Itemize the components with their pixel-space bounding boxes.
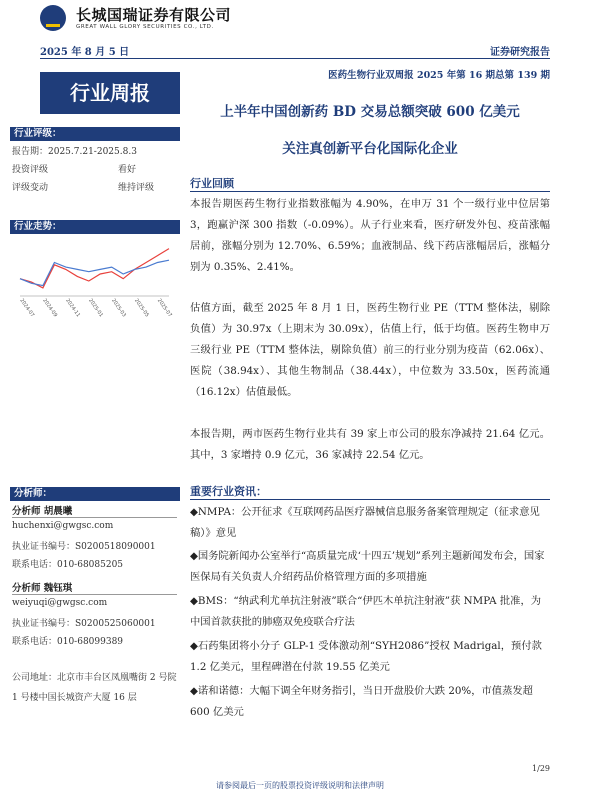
weekly-label: 行业周报 — [40, 72, 180, 114]
footer-disclaimer: 请参阅最后一页的股票投资评级说明和法律声明 — [216, 781, 384, 790]
report-subtitle: 关注真创新平台化国际化企业 — [282, 141, 458, 157]
analyst2-divider — [12, 594, 177, 595]
analyst1-divider — [12, 517, 177, 518]
logo-mark-icon — [46, 12, 60, 27]
news-heading: 重要行业资讯： — [190, 485, 267, 498]
company-name-cn: 长城国瑞证券有限公司 — [76, 6, 232, 24]
review-heading: 行业回顾 — [190, 177, 234, 190]
page-number: 1/29 — [532, 764, 550, 773]
analyst1-email[interactable]: huchenxi@gwgsc.com — [12, 521, 114, 531]
report-title: 上半年中国创新药 BD 交易总额突破 600 亿美元 — [220, 104, 520, 120]
chart-tick-label: 2024-07 — [18, 297, 36, 319]
rating-section-title: 行业评级： — [10, 127, 180, 141]
header-divider — [40, 58, 550, 59]
rating-change-label: 评级变动 — [12, 183, 49, 193]
review-paragraph-2: 估值方面，截至 2025 年 8 月 1 日，医药生物行业 PE（TTM 整体法，剔除负值）为 30.97x（上期末为 30.09x），估值上行，低于均值。医药生物申万三级行业 PE（TTM 整体法，剔除负值）前三的行业分别为疫苗（62.06x）、医院（38.94x）、其他生物制品（38.44x），中位数为 33.50x，医药流通（16.12x）估值最低。 — [190, 302, 550, 398]
review-underline — [190, 191, 550, 192]
chart-tick-label: 2025-07 — [155, 297, 173, 319]
analyst1-cert: 执业证书编号：S0200518090001 — [12, 542, 156, 552]
chart-series-line-1 — [20, 260, 169, 285]
chart-tick-label: 2025-03 — [110, 297, 127, 319]
news-item: ◆诺和诺德：大幅下调全年财务指引，当日开盘股价大跌 20%，市值蒸发超 600 亿美元 — [190, 685, 533, 718]
rating-change-value: 维持评级 — [118, 183, 155, 193]
chart-tick-label: 2024-09 — [41, 297, 59, 319]
review-paragraph-3: 本报告期，两市医药生物行业共有 39 家上市公司的股东净减持 21.64 亿元。其中，3 家增持 0.9 亿元，36 家减持 22.54 亿元。 — [190, 428, 550, 461]
analyst2-name: 分析师 魏钰琪 — [12, 583, 73, 594]
analyst2-email[interactable]: weiyuqi@gwgsc.com — [12, 598, 108, 608]
news-item: ◆国务院新闻办公室举行“高质量完成‘十四五’规划”系列主题新闻发布会，国家医保局有关负责人介绍药品价格管理方面的多项措施 — [190, 550, 545, 583]
invest-rating-value: 看好 — [118, 165, 137, 175]
chart-series-line-0 — [20, 249, 169, 288]
report-period: 报告期：2025.7.21-2025.8.3 — [12, 147, 137, 157]
trend-section-title: 行业走势： — [10, 220, 180, 234]
analyst1-phone: 联系电话：010-68085205 — [12, 560, 124, 570]
report-date: 2025 年 8 月 5 日 — [40, 47, 130, 58]
analyst2-phone: 联系电话：010-68099389 — [12, 637, 124, 647]
company-name-en: GREAT WALL GLORY SECURITIES CO., LTD. — [76, 24, 214, 30]
news-item: ◆石药集团将小分子 GLP-1 受体激动剂“SYH2086”授权 Madrigal，预付款 1.2 亿美元，里程碑潜在付款 19.55 亿美元 — [190, 640, 542, 673]
industry-trend-chart — [12, 238, 177, 328]
company-address: 公司地址：北京市丰台区凤凰嘴街 2 号院 1 号楼中国长城资产大厦 16 层 — [12, 673, 177, 703]
news-item: ◆BMS：“纳武利尤单抗注射液”联合“伊匹木单抗注射液”获 NMPA 批准，为中国首款获批的肺癌双免疫联合疗法 — [190, 595, 542, 628]
chart-tick-label: 2024-11 — [64, 297, 82, 319]
analyst2-cert: 执业证书编号：S0200525060001 — [12, 619, 156, 629]
chart-tick-label: 2025-05 — [132, 297, 150, 319]
analyst-section-title: 分析师： — [10, 487, 180, 501]
invest-rating-label: 投资评级 — [12, 165, 49, 175]
review-paragraph-1: 本报告期医药生物行业指数涨幅为 4.90%，在申万 31 个一级行业中位居第 3，跑赢沪深 300 指数（-0.09%）。从子行业来看，医疗研发外包、疫苗涨幅居前，涨幅分别为 12.70%、6.59%；血液制品、线下药店涨幅居后，涨幅分别为 0.35%、2.41%。 — [190, 198, 550, 273]
report-type: 证券研究报告 — [490, 47, 550, 58]
report-series: 医药生物行业双周报 2025 年第 16 期总第 139 期 — [328, 70, 550, 81]
news-item: ◆NMPA：公开征求《互联网药品医疗器械信息服务备案管理规定（征求意见稿）》意见 — [190, 506, 540, 539]
news-underline — [190, 499, 550, 500]
chart-tick-label: 2025-01 — [87, 297, 105, 319]
analyst1-name: 分析师 胡晨曦 — [12, 506, 73, 517]
